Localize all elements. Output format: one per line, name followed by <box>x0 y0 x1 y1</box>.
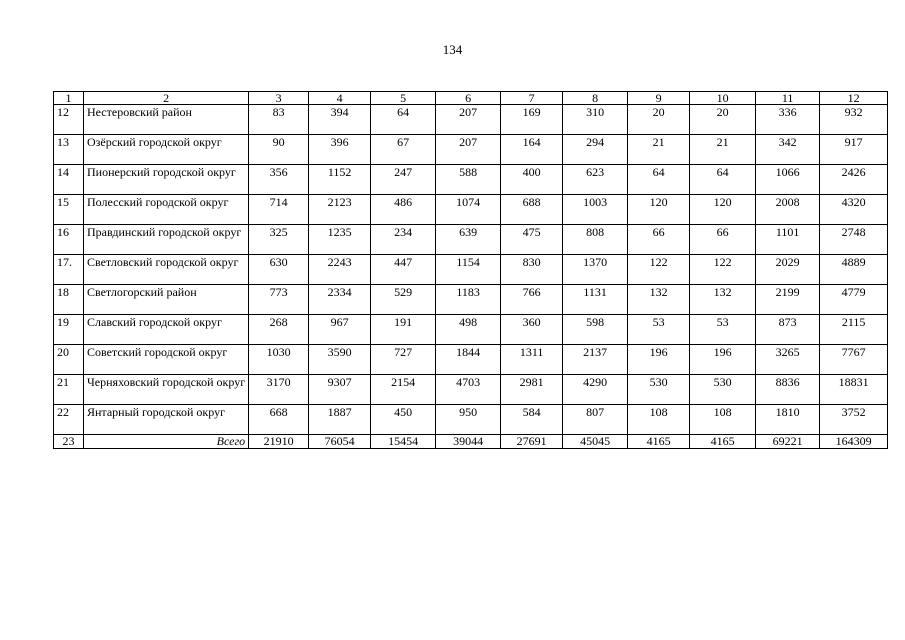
value-cell: 714 <box>249 195 309 225</box>
column-header-12: 12 <box>820 92 888 105</box>
column-header-1: 1 <box>54 92 84 105</box>
value-cell: 64 <box>690 165 756 195</box>
value-cell: 53 <box>628 315 690 345</box>
value-cell: 336 <box>756 105 820 135</box>
value-cell: 120 <box>690 195 756 225</box>
value-cell: 325 <box>249 225 309 255</box>
value-cell: 21 <box>690 135 756 165</box>
table-row <box>54 405 888 435</box>
district-name: Янтарный городской округ <box>84 405 249 435</box>
value-cell: 475 <box>501 225 563 255</box>
table-row <box>54 375 888 405</box>
value-cell: 8836 <box>756 375 820 405</box>
value-cell: 1152 <box>309 165 371 195</box>
value-cell: 1154 <box>436 255 501 285</box>
column-header-3: 3 <box>249 92 309 105</box>
value-cell: 196 <box>690 345 756 375</box>
table-row <box>54 315 888 345</box>
page-number: 134 <box>442 42 463 57</box>
value-cell: 64 <box>628 165 690 195</box>
value-cell: 164 <box>501 135 563 165</box>
value-cell: 53 <box>690 315 756 345</box>
value-cell: 207 <box>436 135 501 165</box>
value-cell: 18831 <box>820 375 888 405</box>
value-cell: 108 <box>628 405 690 435</box>
value-cell: 2334 <box>309 285 371 315</box>
value-cell: 447 <box>371 255 436 285</box>
total-value-cell: 69221 <box>756 435 820 449</box>
value-cell: 529 <box>371 285 436 315</box>
value-cell: 294 <box>563 135 628 165</box>
value-cell: 1030 <box>249 345 309 375</box>
column-header-7: 7 <box>501 92 563 105</box>
value-cell: 9307 <box>309 375 371 405</box>
row-number: 13 <box>54 135 84 165</box>
district-name: Черняховский городской округ <box>84 375 249 405</box>
value-cell: 196 <box>628 345 690 375</box>
value-cell: 1066 <box>756 165 820 195</box>
table-row <box>54 135 888 165</box>
value-cell: 668 <box>249 405 309 435</box>
value-cell: 268 <box>249 315 309 345</box>
value-cell: 64 <box>371 105 436 135</box>
value-cell: 20 <box>628 105 690 135</box>
value-cell: 766 <box>501 285 563 315</box>
value-cell: 2123 <box>309 195 371 225</box>
row-number: 17. <box>54 255 84 285</box>
total-value-cell: 4165 <box>690 435 756 449</box>
district-name: Светловский городской округ <box>84 255 249 285</box>
row-number: 23 <box>54 435 84 449</box>
value-cell: 4779 <box>820 285 888 315</box>
value-cell: 120 <box>628 195 690 225</box>
value-cell: 20 <box>690 105 756 135</box>
column-header-8: 8 <box>563 92 628 105</box>
value-cell: 342 <box>756 135 820 165</box>
column-header-2: 2 <box>84 92 249 105</box>
value-cell: 917 <box>820 135 888 165</box>
value-cell: 66 <box>690 225 756 255</box>
row-number: 20 <box>54 345 84 375</box>
value-cell: 3752 <box>820 405 888 435</box>
district-name: Пионерский городской округ <box>84 165 249 195</box>
table-row <box>54 195 888 225</box>
value-cell: 4320 <box>820 195 888 225</box>
column-header-4: 4 <box>309 92 371 105</box>
table-row <box>54 165 888 195</box>
district-name: Славский городской округ <box>84 315 249 345</box>
value-cell: 108 <box>690 405 756 435</box>
value-cell: 950 <box>436 405 501 435</box>
value-cell: 66 <box>628 225 690 255</box>
value-cell: 639 <box>436 225 501 255</box>
value-cell: 773 <box>249 285 309 315</box>
value-cell: 530 <box>628 375 690 405</box>
value-cell: 3170 <box>249 375 309 405</box>
row-number: 15 <box>54 195 84 225</box>
value-cell: 1887 <box>309 405 371 435</box>
value-cell: 3590 <box>309 345 371 375</box>
value-cell: 2748 <box>820 225 888 255</box>
row-number: 12 <box>54 105 84 135</box>
district-name: Правдинский городской округ <box>84 225 249 255</box>
value-cell: 498 <box>436 315 501 345</box>
table-header-row <box>54 92 888 105</box>
value-cell: 247 <box>371 165 436 195</box>
value-cell: 122 <box>690 255 756 285</box>
total-value-cell: 27691 <box>501 435 563 449</box>
table-row <box>54 255 888 285</box>
value-cell: 4703 <box>436 375 501 405</box>
value-cell: 967 <box>309 315 371 345</box>
value-cell: 4290 <box>563 375 628 405</box>
value-cell: 1235 <box>309 225 371 255</box>
total-value-cell: 4165 <box>628 435 690 449</box>
column-header-6: 6 <box>436 92 501 105</box>
value-cell: 1131 <box>563 285 628 315</box>
district-name: Озёрский городской округ <box>84 135 249 165</box>
value-cell: 356 <box>249 165 309 195</box>
value-cell: 727 <box>371 345 436 375</box>
total-value-cell: 21910 <box>249 435 309 449</box>
district-name: Нестеровский район <box>84 105 249 135</box>
value-cell: 2008 <box>756 195 820 225</box>
value-cell: 122 <box>628 255 690 285</box>
value-cell: 2426 <box>820 165 888 195</box>
value-cell: 1810 <box>756 405 820 435</box>
row-number: 21 <box>54 375 84 405</box>
value-cell: 90 <box>249 135 309 165</box>
column-header-11: 11 <box>756 92 820 105</box>
value-cell: 169 <box>501 105 563 135</box>
total-value-cell: 39044 <box>436 435 501 449</box>
row-number: 14 <box>54 165 84 195</box>
total-row <box>54 435 888 449</box>
data-table <box>53 91 888 449</box>
table-row <box>54 345 888 375</box>
value-cell: 2199 <box>756 285 820 315</box>
row-number: 18 <box>54 285 84 315</box>
row-number: 22 <box>54 405 84 435</box>
value-cell: 2154 <box>371 375 436 405</box>
column-header-5: 5 <box>371 92 436 105</box>
value-cell: 486 <box>371 195 436 225</box>
table-row <box>54 225 888 255</box>
value-cell: 598 <box>563 315 628 345</box>
value-cell: 3265 <box>756 345 820 375</box>
value-cell: 2243 <box>309 255 371 285</box>
total-label: Всего <box>84 435 249 449</box>
value-cell: 83 <box>249 105 309 135</box>
total-value-cell: 15454 <box>371 435 436 449</box>
value-cell: 1844 <box>436 345 501 375</box>
value-cell: 2981 <box>501 375 563 405</box>
value-cell: 1101 <box>756 225 820 255</box>
value-cell: 21 <box>628 135 690 165</box>
value-cell: 400 <box>501 165 563 195</box>
value-cell: 588 <box>436 165 501 195</box>
value-cell: 932 <box>820 105 888 135</box>
total-value-cell: 76054 <box>309 435 371 449</box>
value-cell: 234 <box>371 225 436 255</box>
value-cell: 807 <box>563 405 628 435</box>
value-cell: 4889 <box>820 255 888 285</box>
value-cell: 132 <box>628 285 690 315</box>
district-name: Светлогорский район <box>84 285 249 315</box>
value-cell: 1183 <box>436 285 501 315</box>
table-row <box>54 105 888 135</box>
district-name: Советский городской округ <box>84 345 249 375</box>
value-cell: 67 <box>371 135 436 165</box>
value-cell: 623 <box>563 165 628 195</box>
total-value-cell: 45045 <box>563 435 628 449</box>
value-cell: 2115 <box>820 315 888 345</box>
value-cell: 873 <box>756 315 820 345</box>
row-number: 16 <box>54 225 84 255</box>
value-cell: 132 <box>690 285 756 315</box>
value-cell: 310 <box>563 105 628 135</box>
value-cell: 7767 <box>820 345 888 375</box>
column-header-10: 10 <box>690 92 756 105</box>
value-cell: 830 <box>501 255 563 285</box>
value-cell: 530 <box>690 375 756 405</box>
column-header-9: 9 <box>628 92 690 105</box>
value-cell: 396 <box>309 135 371 165</box>
value-cell: 688 <box>501 195 563 225</box>
value-cell: 360 <box>501 315 563 345</box>
value-cell: 1370 <box>563 255 628 285</box>
value-cell: 584 <box>501 405 563 435</box>
district-name: Полесский городской округ <box>84 195 249 225</box>
value-cell: 630 <box>249 255 309 285</box>
table-row <box>54 285 888 315</box>
value-cell: 1003 <box>563 195 628 225</box>
value-cell: 808 <box>563 225 628 255</box>
value-cell: 2137 <box>563 345 628 375</box>
total-value-cell: 164309 <box>820 435 888 449</box>
row-number: 19 <box>54 315 84 345</box>
value-cell: 207 <box>436 105 501 135</box>
value-cell: 1074 <box>436 195 501 225</box>
value-cell: 394 <box>309 105 371 135</box>
value-cell: 191 <box>371 315 436 345</box>
value-cell: 2029 <box>756 255 820 285</box>
value-cell: 1311 <box>501 345 563 375</box>
value-cell: 450 <box>371 405 436 435</box>
